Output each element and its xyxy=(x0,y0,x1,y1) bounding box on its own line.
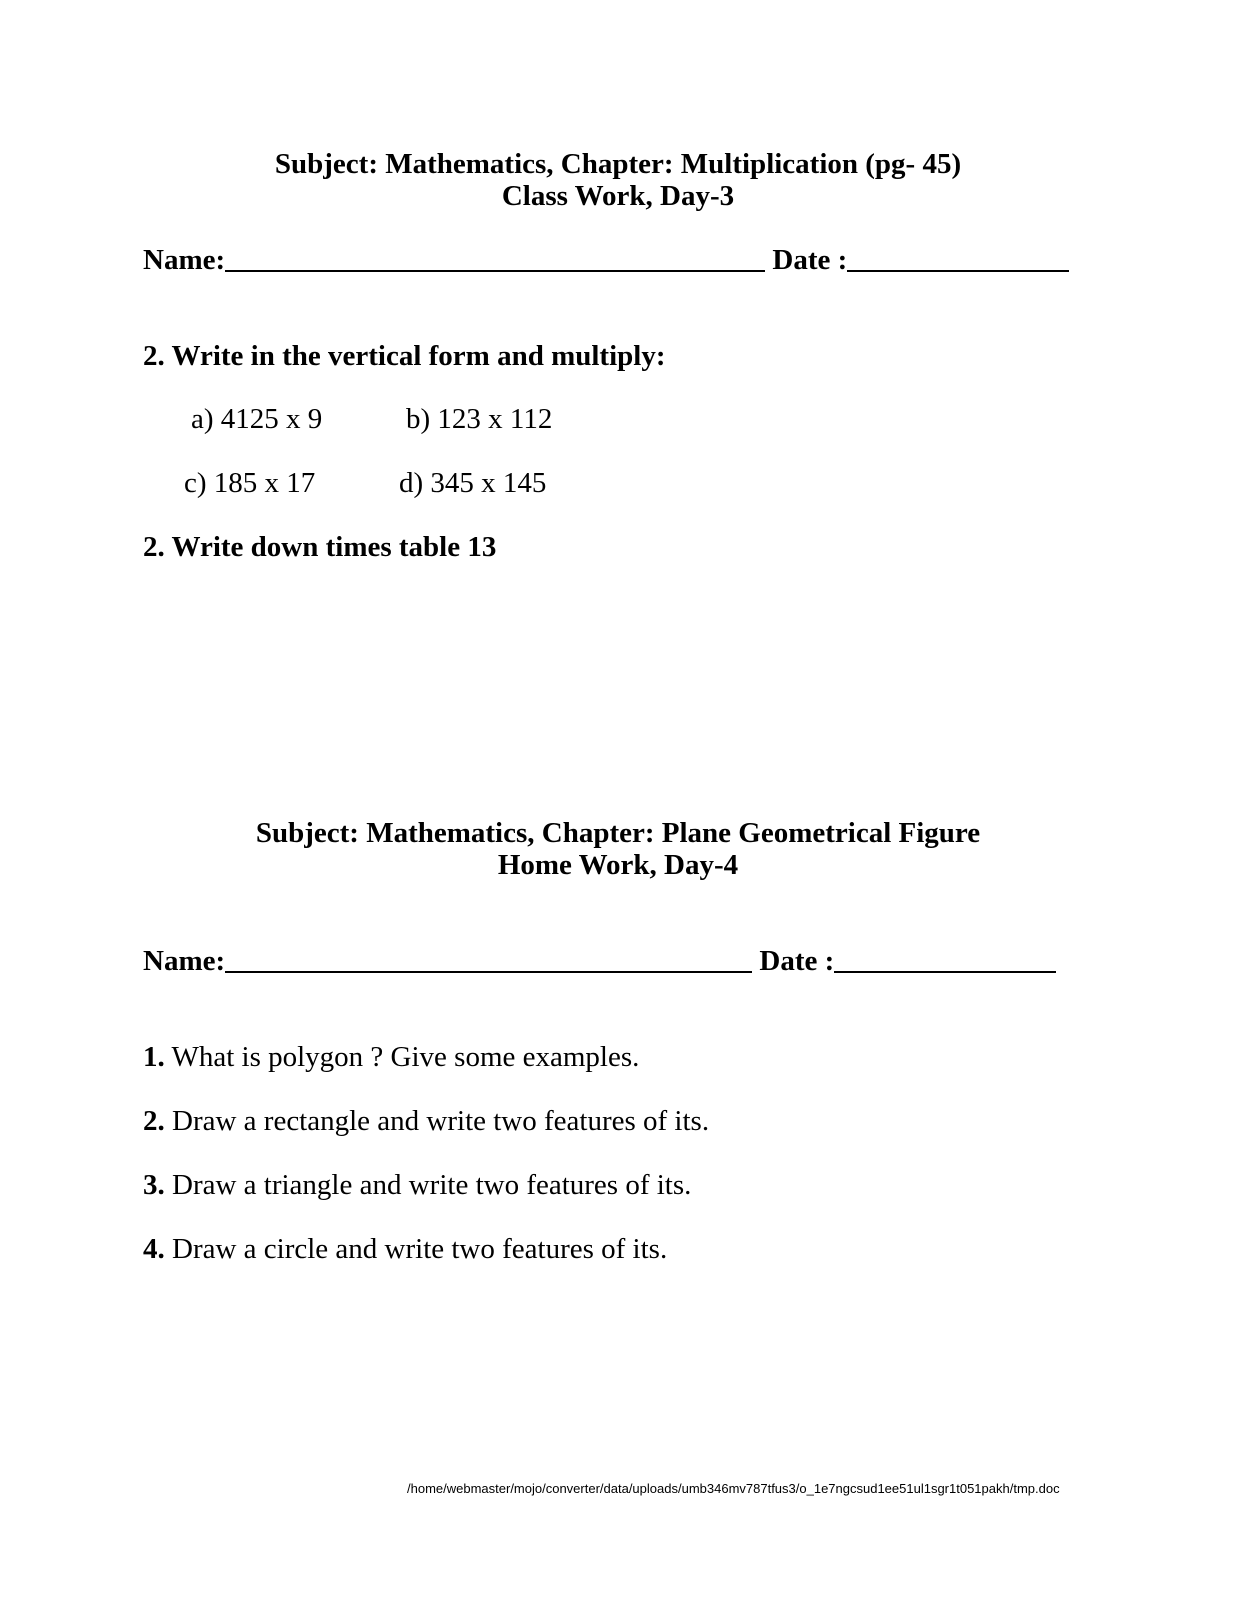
name-blank[interactable] xyxy=(225,945,752,973)
homework-item-2 xyxy=(143,1105,709,1137)
footer-file-path: /home/webmaster/mojo/converter/data/uploads/umb346mv787tfus3/o_1e7ngcsud1ee51ul1sgr1t051pakh/tmp.doc xyxy=(407,1481,1060,1496)
date-label: Date : xyxy=(772,244,848,276)
item-text: What is polygon ? Give some examples. xyxy=(164,1041,640,1073)
homework-name-row xyxy=(143,945,1056,977)
homework-item-3 xyxy=(143,1169,691,1201)
problem-a: a) 4125 x 9 xyxy=(191,403,323,435)
name-label: Name: xyxy=(143,945,226,977)
date-blank[interactable] xyxy=(847,244,1069,272)
item-number: 1. xyxy=(143,1041,165,1073)
homework-item-4 xyxy=(143,1233,667,1265)
problem-d: d) 345 x 145 xyxy=(399,467,547,499)
homework-title: Subject: Mathematics, Chapter: Plane Geometrical Figure xyxy=(255,817,981,849)
problem-c: c) 185 x 17 xyxy=(184,467,316,499)
name-label: Name: xyxy=(143,244,226,276)
item-number: 4. xyxy=(143,1233,165,1265)
item-number: 2. xyxy=(143,1105,165,1137)
date-label: Date : xyxy=(759,945,835,977)
classwork-name-row xyxy=(143,244,1069,276)
item-text: Draw a rectangle and write two features of its. xyxy=(164,1105,710,1137)
homework-item-1 xyxy=(143,1041,639,1073)
name-blank[interactable] xyxy=(225,244,765,272)
classwork-question-1: 2. Write in the vertical form and multiply: xyxy=(143,340,666,372)
item-text: Draw a triangle and write two features of its. xyxy=(164,1169,692,1201)
date-blank[interactable] xyxy=(834,945,1056,973)
item-number: 3. xyxy=(143,1169,165,1201)
homework-subtitle: Home Work, Day-4 xyxy=(497,849,739,881)
item-text: Draw a circle and write two features of its. xyxy=(164,1233,668,1265)
classwork-title: Subject: Mathematics, Chapter: Multiplication (pg- 45) xyxy=(274,148,962,180)
problem-b: b) 123 x 112 xyxy=(406,403,553,435)
classwork-subtitle: Class Work, Day-3 xyxy=(501,180,735,212)
classwork-question-2: 2. Write down times table 13 xyxy=(143,531,497,563)
